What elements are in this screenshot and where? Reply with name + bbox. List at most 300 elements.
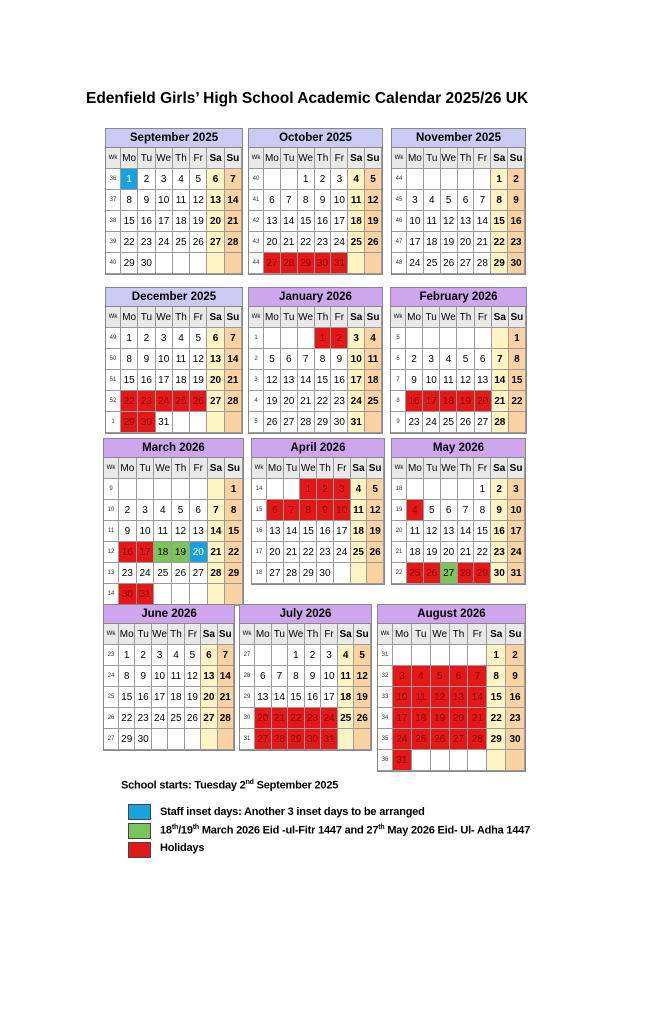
day-cell: 31 (393, 750, 412, 771)
day-cell: 4 (173, 169, 190, 190)
day-cell: 7 (458, 500, 475, 521)
day-cell: 2 (315, 169, 332, 190)
day-cell: 27 (207, 232, 224, 253)
week-number: 6 (391, 349, 406, 370)
month-title: May 2026 (392, 439, 525, 458)
day-header: Fr (334, 458, 351, 479)
day-header: Sa (207, 148, 224, 169)
legend-eid-text: 18th/19th March 2026 Eid -ul-Fitr 1447 and 27th May 2026 Eid- Ul- Adha 1447 (160, 824, 531, 837)
day-cell: 15 (315, 370, 332, 391)
day-cell: 25 (348, 232, 365, 253)
day-cell (225, 412, 242, 433)
week-number: 5 (391, 328, 406, 349)
day-cell: 25 (168, 708, 184, 729)
day-cell (458, 169, 475, 190)
week-number: 5 (249, 412, 264, 433)
day-cell: 5 (185, 645, 201, 666)
day-cell: 12 (354, 666, 371, 687)
day-cell: 10 (152, 666, 168, 687)
day-cell: 19 (457, 391, 474, 412)
day-cell: 25 (338, 708, 355, 729)
day-header: Th (305, 624, 322, 645)
day-cell: 29 (474, 563, 491, 584)
day-header: Mo (255, 624, 272, 645)
day-cell (281, 169, 298, 190)
day-cell: 9 (135, 666, 151, 687)
day-cell: 17 (331, 211, 348, 232)
day-header: Tu (138, 307, 155, 328)
day-cell (284, 479, 301, 500)
day-header: Th (458, 458, 475, 479)
day-cell: 1 (119, 645, 135, 666)
day-cell: 6 (458, 190, 475, 211)
day-cell (190, 253, 207, 274)
day-cell: 10 (407, 211, 424, 232)
day-cell: 27 (267, 563, 284, 584)
day-cell: 2 (406, 349, 423, 370)
day-cell (407, 479, 424, 500)
day-header: Su (508, 148, 525, 169)
day-cell: 6 (475, 349, 492, 370)
day-header: Wk (391, 307, 406, 328)
day-cell (468, 645, 487, 666)
day-cell: 17 (348, 370, 365, 391)
day-cell: 25 (154, 563, 172, 584)
day-cell: 15 (474, 521, 491, 542)
day-cell: 6 (267, 500, 284, 521)
day-cell (365, 412, 382, 433)
day-cell: 15 (225, 521, 243, 542)
day-header: Tu (424, 458, 441, 479)
week-number: 42 (249, 211, 264, 232)
day-cell: 15 (509, 370, 526, 391)
day-header: Sa (491, 458, 508, 479)
day-cell: 29 (300, 563, 317, 584)
day-cell: 19 (441, 232, 458, 253)
day-cell: 30 (119, 584, 137, 605)
day-cell: 23 (138, 391, 155, 412)
day-cell: 21 (284, 542, 301, 563)
day-cell: 31 (348, 412, 365, 433)
day-cell: 16 (317, 521, 334, 542)
day-cell: 17 (137, 542, 155, 563)
day-cell (173, 412, 190, 433)
day-cell (393, 645, 412, 666)
day-cell: 28 (458, 563, 475, 584)
day-cell: 29 (119, 729, 135, 750)
day-cell: 27 (475, 412, 492, 433)
week-number: 16 (252, 521, 267, 542)
day-cell: 18 (424, 232, 441, 253)
day-cell: 14 (208, 521, 226, 542)
day-header: Fr (185, 624, 201, 645)
day-header: Mo (121, 307, 138, 328)
day-cell: 28 (281, 253, 298, 274)
day-cell: 5 (367, 479, 384, 500)
day-cell: 24 (407, 253, 424, 274)
day-cell (406, 328, 423, 349)
day-cell: 6 (264, 190, 281, 211)
day-cell: 17 (508, 521, 525, 542)
day-cell: 24 (508, 542, 525, 563)
week-number: 23 (104, 645, 119, 666)
day-cell: 9 (331, 349, 348, 370)
day-cell (475, 328, 492, 349)
day-cell: 17 (393, 708, 412, 729)
month-december-2025 (105, 287, 243, 434)
day-cell: 10 (334, 500, 351, 521)
day-cell: 30 (317, 563, 334, 584)
day-cell: 3 (156, 328, 173, 349)
day-cell: 4 (348, 169, 365, 190)
day-cell: 15 (121, 211, 138, 232)
week-number: 46 (392, 211, 407, 232)
day-cell (119, 479, 137, 500)
week-number: 26 (104, 708, 119, 729)
day-cell: 21 (468, 708, 487, 729)
day-header: Tu (135, 624, 151, 645)
day-header: Th (173, 148, 190, 169)
month-title: November 2025 (392, 129, 525, 148)
day-cell: 5 (441, 190, 458, 211)
day-cell: 7 (474, 190, 491, 211)
day-cell: 23 (506, 708, 525, 729)
day-cell (156, 253, 173, 274)
day-cell: 2 (138, 328, 155, 349)
day-header: Su (365, 148, 382, 169)
day-header: Su (508, 458, 525, 479)
day-header: Fr (475, 307, 492, 328)
day-cell: 23 (508, 232, 525, 253)
day-cell: 29 (288, 729, 305, 750)
day-cell: 17 (156, 211, 173, 232)
day-header: Sa (492, 307, 509, 328)
day-header: Sa (201, 624, 217, 645)
day-cell: 15 (119, 687, 135, 708)
month-title: April 2026 (252, 439, 384, 458)
day-cell: 13 (190, 521, 208, 542)
day-cell (468, 750, 487, 771)
week-number: 22 (392, 563, 407, 584)
day-cell: 16 (491, 521, 508, 542)
day-header: We (288, 624, 305, 645)
day-cell: 7 (284, 500, 301, 521)
day-header: Wk (106, 307, 121, 328)
day-cell: 20 (190, 542, 208, 563)
day-header: Th (315, 307, 332, 328)
day-header: We (298, 307, 315, 328)
day-header: Su (354, 624, 371, 645)
day-cell (173, 253, 190, 274)
day-cell: 27 (450, 729, 469, 750)
week-number: 11 (104, 521, 119, 542)
day-cell: 7 (218, 645, 234, 666)
week-number: 24 (104, 666, 119, 687)
day-cell: 6 (190, 500, 208, 521)
day-cell: 27 (281, 412, 298, 433)
day-cell: 25 (424, 253, 441, 274)
day-cell: 14 (225, 349, 242, 370)
day-cell: 16 (406, 391, 423, 412)
day-cell: 18 (173, 211, 190, 232)
day-cell: 10 (321, 666, 338, 687)
day-cell: 19 (190, 211, 207, 232)
month-november-2025 (391, 128, 526, 275)
day-cell (424, 479, 441, 500)
week-number: 7 (391, 370, 406, 391)
day-cell: 24 (137, 563, 155, 584)
week-number: 30 (240, 708, 255, 729)
day-cell: 27 (458, 253, 475, 274)
day-cell: 12 (441, 211, 458, 232)
week-number: 9 (104, 479, 119, 500)
day-cell: 13 (255, 687, 272, 708)
day-cell: 9 (491, 500, 508, 521)
day-cell (281, 328, 298, 349)
day-cell: 18 (338, 687, 355, 708)
day-cell: 9 (138, 190, 155, 211)
day-cell: 28 (284, 563, 301, 584)
day-header: Th (450, 624, 469, 645)
day-cell: 11 (440, 370, 457, 391)
day-cell: 9 (508, 190, 525, 211)
day-cell: 24 (331, 232, 348, 253)
week-number: 13 (104, 563, 119, 584)
day-cell: 5 (424, 500, 441, 521)
day-header: We (156, 148, 173, 169)
month-may-2026 (391, 438, 526, 585)
day-cell: 5 (457, 349, 474, 370)
day-header: Mo (267, 458, 284, 479)
day-cell: 30 (506, 729, 525, 750)
day-cell (207, 253, 224, 274)
day-cell: 3 (423, 349, 440, 370)
day-cell: 11 (173, 349, 190, 370)
day-header: Su (367, 458, 384, 479)
day-cell (423, 328, 440, 349)
week-number: 48 (392, 253, 407, 274)
day-header: Sa (351, 458, 368, 479)
week-number: 9 (391, 412, 406, 433)
day-cell: 3 (508, 479, 525, 500)
day-cell (487, 750, 506, 771)
day-cell: 14 (474, 211, 491, 232)
week-number: 10 (104, 500, 119, 521)
day-header: Tu (424, 148, 441, 169)
day-cell: 25 (412, 729, 431, 750)
month-october-2025 (248, 128, 383, 275)
day-cell: 14 (218, 666, 234, 687)
month-june-2026 (103, 604, 235, 751)
day-cell: 22 (119, 708, 135, 729)
day-cell: 20 (207, 211, 224, 232)
day-cell: 4 (424, 190, 441, 211)
day-cell: 21 (225, 211, 242, 232)
day-header: Mo (407, 458, 424, 479)
day-cell: 2 (138, 169, 155, 190)
day-cell (509, 412, 526, 433)
day-cell: 11 (424, 211, 441, 232)
day-cell: 19 (424, 542, 441, 563)
day-cell: 10 (393, 687, 412, 708)
day-cell: 5 (365, 169, 382, 190)
day-cell: 25 (365, 391, 382, 412)
day-cell: 23 (138, 232, 155, 253)
week-number: 17 (252, 542, 267, 563)
day-cell: 8 (300, 500, 317, 521)
day-cell: 24 (156, 391, 173, 412)
day-cell: 9 (305, 666, 322, 687)
day-cell (450, 645, 469, 666)
day-cell: 22 (491, 232, 508, 253)
day-cell: 21 (281, 232, 298, 253)
day-cell: 12 (185, 666, 201, 687)
day-cell: 11 (348, 190, 365, 211)
day-cell: 11 (407, 521, 424, 542)
day-cell: 14 (298, 370, 315, 391)
week-number: 32 (378, 666, 393, 687)
week-number: 50 (106, 349, 121, 370)
day-cell: 21 (208, 542, 226, 563)
day-cell: 1 (474, 479, 491, 500)
week-number: 44 (249, 253, 264, 274)
day-cell: 11 (338, 666, 355, 687)
day-cell: 4 (351, 479, 368, 500)
week-number: 3 (249, 370, 264, 391)
month-february-2026 (390, 287, 527, 434)
day-cell: 2 (119, 500, 137, 521)
day-cell: 16 (315, 211, 332, 232)
day-cell (190, 584, 208, 605)
day-cell: 16 (506, 687, 525, 708)
day-cell: 3 (331, 169, 348, 190)
day-cell: 14 (492, 370, 509, 391)
day-cell: 9 (506, 666, 525, 687)
day-cell: 11 (154, 521, 172, 542)
month-title: February 2026 (391, 288, 526, 307)
day-cell: 22 (474, 542, 491, 563)
day-cell: 31 (508, 563, 525, 584)
day-cell: 20 (255, 708, 272, 729)
day-cell: 14 (284, 521, 301, 542)
day-header: Mo (119, 624, 135, 645)
day-cell: 16 (331, 370, 348, 391)
day-cell (225, 584, 243, 605)
day-header: Sa (208, 458, 226, 479)
day-cell (412, 750, 431, 771)
day-cell (431, 645, 450, 666)
day-cell: 2 (135, 645, 151, 666)
day-cell: 25 (407, 563, 424, 584)
day-cell: 1 (509, 328, 526, 349)
page-title: Edenfield Girls’ High School Academic Calendar 2025/26 UK (86, 90, 529, 107)
school-start-text: School starts: Tuesday 2nd September 2025 (121, 779, 339, 792)
day-cell: 12 (431, 687, 450, 708)
day-cell (218, 729, 234, 750)
day-cell: 6 (441, 500, 458, 521)
legend-inset-text: Staff inset days: Another 3 inset days to be arranged (160, 806, 425, 818)
day-cell: 15 (300, 521, 317, 542)
day-cell (185, 729, 201, 750)
day-cell: 5 (431, 666, 450, 687)
day-cell: 5 (354, 645, 371, 666)
day-cell: 8 (487, 666, 506, 687)
day-cell: 9 (138, 349, 155, 370)
day-cell (354, 729, 371, 750)
month-title: August 2026 (378, 605, 525, 624)
day-cell (168, 729, 184, 750)
day-cell: 29 (225, 563, 243, 584)
day-cell: 18 (154, 542, 172, 563)
day-cell: 12 (367, 500, 384, 521)
day-cell: 30 (315, 253, 332, 274)
day-cell: 6 (281, 349, 298, 370)
eid-swatch (128, 823, 151, 839)
day-cell: 31 (156, 412, 173, 433)
day-cell: 3 (321, 645, 338, 666)
day-cell: 26 (424, 563, 441, 584)
day-header: Mo (393, 624, 412, 645)
day-cell: 28 (208, 563, 226, 584)
day-cell: 28 (298, 412, 315, 433)
day-cell: 13 (458, 211, 475, 232)
day-cell: 31 (321, 729, 338, 750)
day-header: Fr (468, 624, 487, 645)
day-cell: 12 (457, 370, 474, 391)
day-cell: 4 (338, 645, 355, 666)
day-cell: 16 (119, 542, 137, 563)
day-cell: 17 (152, 687, 168, 708)
holiday-swatch (128, 842, 151, 858)
month-title: July 2026 (240, 605, 371, 624)
day-cell: 10 (508, 500, 525, 521)
day-header: Th (168, 624, 184, 645)
day-header: We (431, 624, 450, 645)
day-cell: 4 (407, 500, 424, 521)
day-cell: 8 (491, 190, 508, 211)
day-header: Sa (207, 307, 224, 328)
day-cell: 4 (365, 328, 382, 349)
day-header: Fr (331, 148, 348, 169)
day-cell: 8 (119, 666, 135, 687)
month-january-2026 (248, 287, 383, 434)
week-number: 36 (378, 750, 393, 771)
day-cell: 8 (474, 500, 491, 521)
day-cell: 30 (305, 729, 322, 750)
day-cell (365, 253, 382, 274)
week-number: 41 (249, 190, 264, 211)
day-header: Th (458, 148, 475, 169)
day-cell (367, 563, 384, 584)
day-cell: 2 (331, 328, 348, 349)
day-header: Th (173, 307, 190, 328)
week-number: 1 (249, 328, 264, 349)
day-cell: 13 (281, 370, 298, 391)
day-cell: 5 (172, 500, 190, 521)
day-cell (225, 253, 242, 274)
week-number: 39 (106, 232, 121, 253)
day-header: Fr (321, 624, 338, 645)
day-cell (255, 645, 272, 666)
day-cell: 7 (225, 169, 242, 190)
day-cell: 17 (334, 521, 351, 542)
month-title: March 2026 (104, 439, 243, 458)
month-july-2026 (239, 604, 372, 751)
day-cell: 27 (264, 253, 281, 274)
day-cell (407, 169, 424, 190)
day-cell: 8 (509, 349, 526, 370)
day-cell: 18 (351, 521, 368, 542)
